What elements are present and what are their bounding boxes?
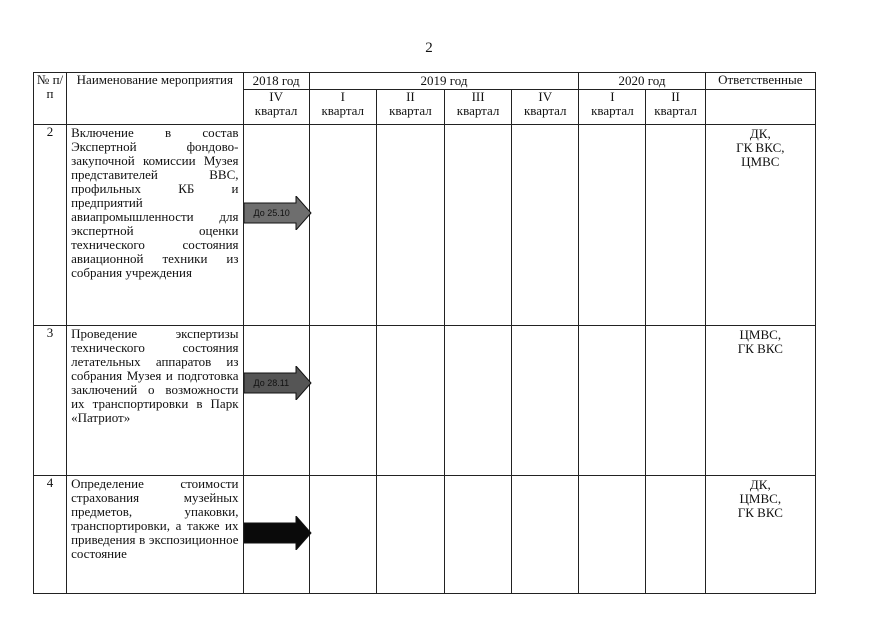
timeline-cell bbox=[579, 476, 646, 594]
row-responsible: ДК, ЦМВС, ГК ВКС bbox=[705, 476, 815, 594]
row-number: 2 bbox=[34, 125, 67, 326]
timeline-cell bbox=[445, 125, 512, 326]
schedule-table bbox=[33, 72, 816, 594]
row-responsible: ЦМВС, ГК ВКС bbox=[705, 326, 815, 476]
deadline-arrow bbox=[244, 196, 312, 230]
row-event-name: Определение стоимости страхования музейных предметов, упаковки, транспортировки, а также их приведения в экспозиционное состояние bbox=[67, 476, 243, 594]
header-quarter: IV квартал bbox=[243, 90, 309, 125]
timeline-cell bbox=[376, 476, 444, 594]
header-quarter: II квартал bbox=[376, 90, 444, 125]
deadline-label: До 25.10 bbox=[253, 208, 290, 218]
row-responsible: ДК, ГК ВКС, ЦМВС bbox=[705, 125, 815, 326]
timeline-cell bbox=[376, 125, 444, 326]
timeline-cell bbox=[243, 125, 309, 326]
timeline-cell bbox=[579, 125, 646, 326]
deadline-arrow bbox=[244, 516, 312, 550]
page-number: 2 bbox=[425, 40, 433, 56]
header-responsible: Ответственные bbox=[705, 73, 815, 90]
header-responsible-blank bbox=[705, 90, 815, 125]
timeline-cell bbox=[445, 476, 512, 594]
timeline-cell bbox=[512, 476, 579, 594]
timeline-cell bbox=[243, 326, 309, 476]
row-number: 3 bbox=[34, 326, 67, 476]
timeline-cell bbox=[309, 326, 376, 476]
timeline-cell bbox=[646, 125, 705, 326]
timeline-cell bbox=[646, 476, 705, 594]
header-name: Наименование мероприятия bbox=[67, 73, 243, 125]
header-num: № п/п bbox=[34, 73, 67, 125]
table-row bbox=[34, 476, 816, 594]
header-quarter: I квартал bbox=[309, 90, 376, 125]
deadline-arrow bbox=[244, 366, 312, 400]
timeline-cell bbox=[243, 476, 309, 594]
header-year-2018: 2018 год bbox=[243, 73, 309, 90]
timeline-cell bbox=[309, 476, 376, 594]
header-quarter: III квартал bbox=[445, 90, 512, 125]
table-row bbox=[34, 326, 816, 476]
row-number: 4 bbox=[34, 476, 67, 594]
header-quarter: I квартал bbox=[579, 90, 646, 125]
timeline-cell bbox=[445, 326, 512, 476]
header-year-2020: 2020 год bbox=[579, 73, 705, 90]
timeline-cell bbox=[512, 326, 579, 476]
timeline-cell bbox=[309, 125, 376, 326]
timeline-cell bbox=[579, 326, 646, 476]
header-quarter: II квартал bbox=[646, 90, 705, 125]
row-event-name: Проведение экспертизы технического состояния летательных аппаратов из собрания Музея и подготовка заключений о возможности их транспортировки в Парк «Патриот» bbox=[67, 326, 243, 476]
row-event-name: Включение в состав Экспертной фондово-закупочной комиссии Музея представителей ВВС, профильных КБ и предприятий авиапромышленности для экспертной оценки технического состояния авиационной техники из собрания учреждения bbox=[67, 125, 243, 326]
timeline-cell bbox=[376, 326, 444, 476]
timeline-cell bbox=[512, 125, 579, 326]
header-quarter: IV квартал bbox=[512, 90, 579, 125]
timeline-cell bbox=[646, 326, 705, 476]
header-year-2019: 2019 год bbox=[309, 73, 579, 90]
deadline-label: До 28.11 bbox=[253, 378, 290, 388]
table-row bbox=[34, 125, 816, 326]
